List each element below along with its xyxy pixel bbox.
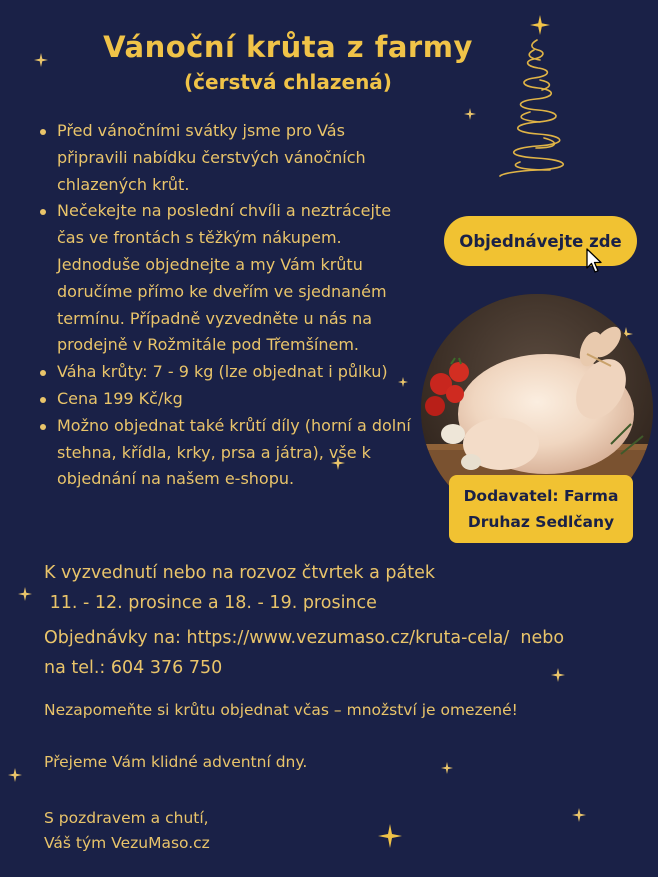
pickup-days: K vyzvednutí nebo na rozvoz čtvrtek a pátek (44, 563, 436, 583)
pickup-dates: 11. - 12. prosince a 18. - 19. prosince (44, 593, 377, 613)
page-subtitle: (čerstvá chlazená) (184, 70, 392, 94)
bullet-item-delivery: Nečekejte na poslední chvíli a neztrácejte čas ve frontách s těžkým nákupem. Jednoduše objednejte a my Vám krůtu doručíme přímo ke dveřím ve sjednaném termínu. Případně vyzvedněte u nás na prodejně v Rožmitále pod Třemšínem. (38, 198, 418, 359)
bullet-item-price: Cena 199 Kč/kg (38, 386, 418, 413)
sparkle-star-icon (464, 108, 476, 120)
page-title: Vánoční krůta z farmy (103, 30, 473, 64)
mouse-cursor-icon (586, 248, 604, 274)
closing-greeting: S pozdravem a chutí, (44, 809, 209, 827)
orders-link[interactable]: Objednávky na: https://www.vezumaso.cz/kruta-cela/ nebo (44, 628, 565, 648)
offer-bullet-list (38, 118, 418, 493)
sparkle-star-icon (572, 808, 586, 822)
supplier-line-1: Dodavatel: Farma (463, 487, 619, 505)
supplier-line-2: Druhaz Sedlčany (467, 513, 615, 531)
bullet-item-intro: Před vánočními svátky jsme pro Vás připravili nabídku čerstvých vánočních chlazených krůt. (38, 118, 418, 198)
bullet-item-parts: Možno objednat také krůtí díly (horní a dolní stehna, křídla, krky, prsa a játra), vše k objednání na našem e-shopu. (38, 413, 418, 493)
bullet-item-weight: Váha krůty: 7 - 9 kg (lze objednat i půlku) (38, 359, 418, 386)
orders-phone[interactable]: na tel.: 604 376 750 (44, 658, 223, 678)
wishes-text: Přejeme Vám klidné adventní dny. (44, 753, 308, 771)
supplier-badge (449, 475, 633, 543)
sparkle-star-icon (551, 668, 565, 682)
sparkle-star-icon (441, 762, 453, 774)
reminder-text: Nezapomeňte si krůtu objednat včas – množství je omezené! (44, 701, 518, 719)
sparkle-star-icon (18, 587, 32, 601)
closing-signature: Váš tým VezuMaso.cz (44, 834, 210, 852)
sparkle-star-icon (378, 824, 402, 848)
order-here-button[interactable]: Objednávejte zde (444, 216, 637, 266)
sparkle-star-icon (8, 768, 22, 782)
